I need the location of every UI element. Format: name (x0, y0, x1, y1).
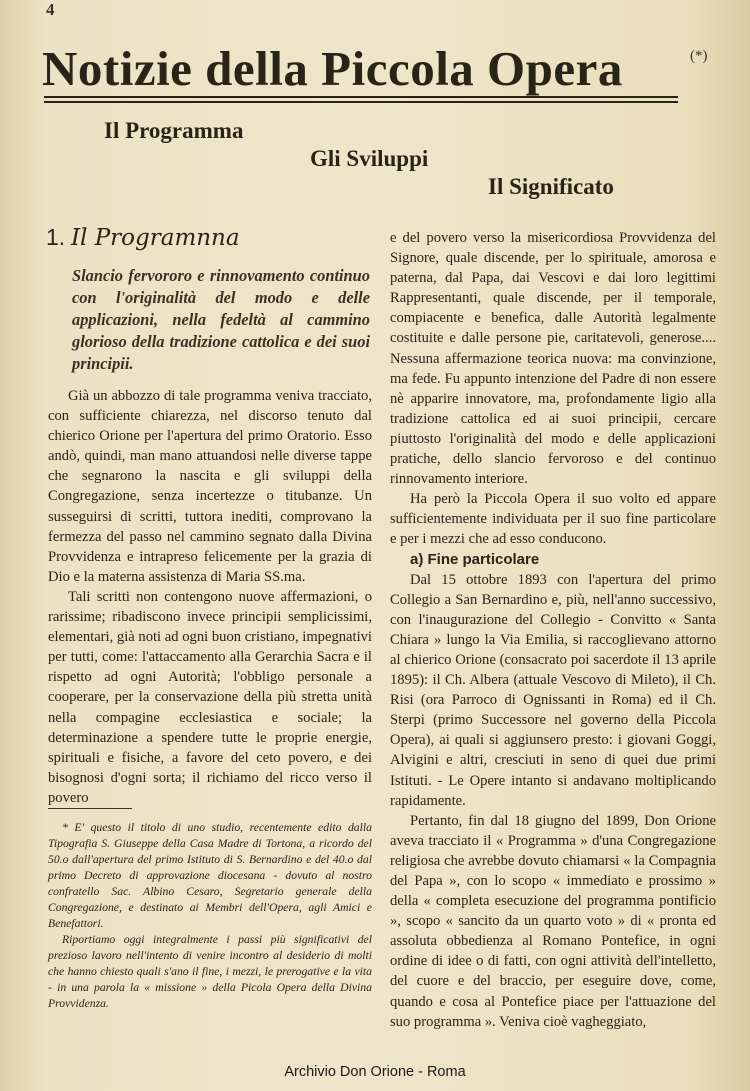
footnote: Riportiamo oggi integralmente i passi più significativi del prezioso lavoro nell'intento di venire incontro al desiderio di molti che hanno chiesto quali s'ano il fine, i mezzi, le prerogative e la vita - in una parola la « missione » della Picola Opera della Divina Provvidenza. (48, 933, 372, 1010)
subtitle-significato: Il Significato (488, 174, 614, 199)
subsection-heading: a) Fine particolare (410, 550, 540, 568)
title-footnote-mark: (*) (690, 48, 708, 64)
right-paragraph: Dal 15 ottobre 1893 con l'apertura del primo Collegio a San Bernardino e, più, nell'anno successivo, con l'inaugurazione del Collegio - Convitto « Santa Chiara » lungo la Via Emilia, si raccoglievano attorno al chierico Orione (consacrato poi sacerdote il 13 aprile 1895): il Ch. Albera (attuale Vescovo di Mileto), il Ch. Risi (ora Parroco di Ognissanti in Roma) ed il Ch. Sterpi (primo Successore nel governo della Piccola Opera), ai quali si aggiunsero presto: i giovani Goggi, Alvigini e altri, cresciuti in seno di quei due primi Istituti. - Le Opere intanto si andavano moltiplicando rapidamente. (390, 571, 716, 809)
archive-caption: Archivio Don Orione - Roma (284, 1064, 466, 1080)
lead-paragraph: Slancio fervororo e rinnovamento continuo con l'originalità del modo e delle applicazioni, nella fedeltà al cammino glorioso della tradizione cattolica e dei suoi principii. (72, 266, 370, 373)
right-paragraph: Pertanto, fin dal 18 giugno del 1899, Don Orione aveva tracciato il « Programma » d'una Congregazione religiosa che avrebbe dovuto chiamarsi « la Compagnia del Papa », con lo scopo « immediato e prossimo » della « completa esecuzione del programma pontificio », scopo « sancito da un quarto voto » di « pronta ed assoluta obbedienza al Romano Pontefice, in ogni ordine di idee o di fatti, con ogni attività dell'intelletto, del cuore e del braccio, per eseguire dove, come, quando e cosa al Pontefice piace per l'attuazione del suo programma ». Veniva cioè vagheggiato, (390, 812, 716, 1030)
footnote-divider (48, 808, 132, 809)
right-paragraph: e del povero verso la misericordiosa Provvidenza del Signore, quale discende, per lo spirituale, amorosa e paterna, dal Papa, dai Vescovi e dai loro legittimi Rappresentanti, quale discende, per il temporale, compiacente e benefica, dalle Autorità legalmente costituite e dalle persone pie, caritatevoli, generose.... Nessuna affermazione teorica nuova: ma convinzione, ma fede. Fu appunto intenzione del Padre di non essere nè apparire innovatore, ma, profondamente ligio alla tradizione cattolica ed ai suoi principii, cercare piuttosto l'originalità del modo e delle applicazioni pratiche, dello slancio fervoroso e del continuo rinnovamento interiore. (390, 230, 716, 488)
section-name: Il Programnna (70, 225, 240, 251)
section-heading (46, 224, 240, 251)
left-paragraph: Già un abbozzo di tale programma veniva tracciato, con sufficiente chiarezza, nel discorso tenuto dal chierico Orione per l'apertura del primo Oratorio. Esso andò, quindi, man mano attuandosi nelle diverse tappe che segnarono la nascita e gli sviluppi della Congregazione, senza incertezze o titubanze. Un susseguirsi di scritti, tuttora inediti, comprovano la fermezza del passo nel cammino segnato dalla Divina Provvidenza e intrapreso felicemente per la grazia di Dio e la materna assistenza di Maria SS.ma. (48, 388, 372, 585)
section-number: 1. (46, 224, 66, 250)
left-column (48, 386, 372, 808)
page-title: Notizie della Piccola Opera (42, 41, 623, 96)
page-number: 4 (46, 0, 55, 19)
left-paragraph: Tali scritti non contengono nuove affermazioni, o rarissime; ribadiscono invece principii semplicissimi, elementari, già noti ad ogni buon cristiano, impegnativi per tutti, come: l'attaccamento alla Gerarchia Sacra e il rispetto ad ogni Autorità; l'obbligo personale a cooperare, per la conservazione della più stretta unità nella compagine ecclesiastica e sociale; la determinazione a spendere tutte le proprie energie, spirituali e fisiche, a favore del ceto povero, e dei bisognosi d'ogni sorta; il richiamo del ricco verso il povero (48, 588, 372, 806)
subtitle-programma: Il Programma (104, 118, 244, 143)
footnote: * E' questo il titolo di uno studio, recentemente edito dalla Tipografia S. Giuseppe della Casa Madre di Tortona, a ricordo del 50.o dall'apertura del primo Istituto di S. Bernardino e del 40.o dal primo Decreto di approvazione diocesana - dovuto al nostro confratello Sac. Albino Cesaro, Segretario generale della Congregazione, e destinato ai Membri dell'Opera, agli Amici e Benefattori. (48, 821, 372, 930)
subtitle-sviluppi: Gli Sviluppi (310, 146, 429, 171)
footnotes (48, 820, 372, 1012)
title-rule-top (44, 96, 678, 98)
right-paragraph: Ha però la Piccola Opera il suo volto ed appare sufficientemente individuata per il suo fine particolare e per i mezzi che ad esso conducono. (390, 491, 716, 548)
title-rule-bottom (44, 101, 678, 103)
right-column (390, 228, 716, 1032)
